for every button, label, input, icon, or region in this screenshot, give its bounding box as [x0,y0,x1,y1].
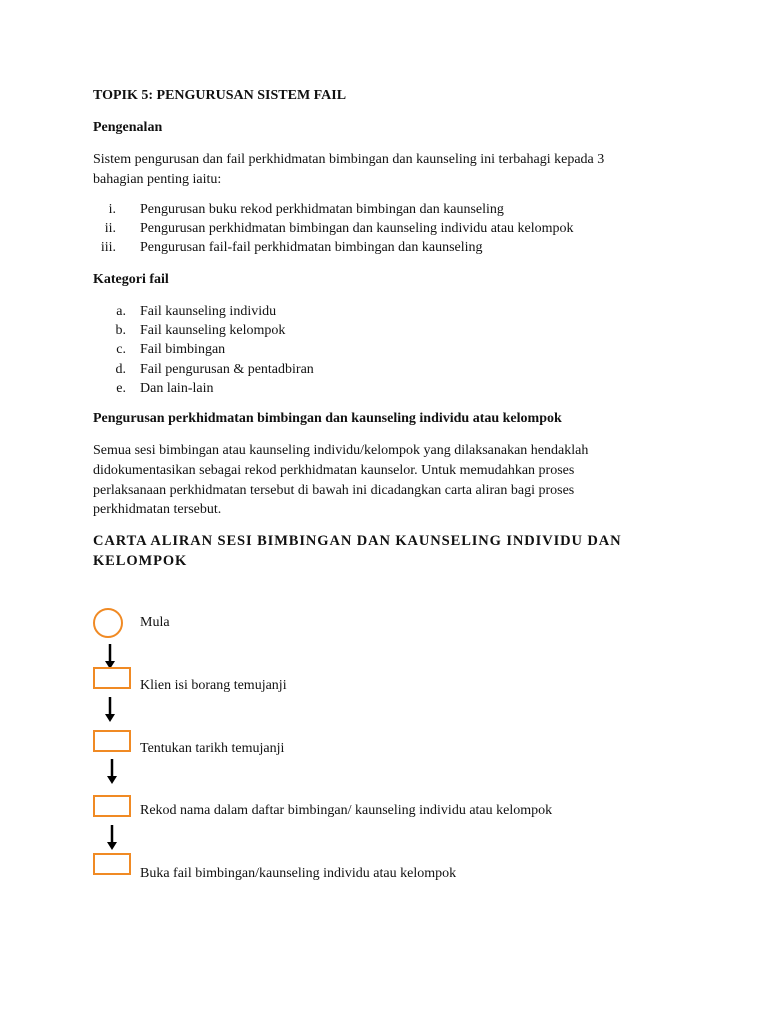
flow-step-label: Rekod nama dalam daftar bimbingan/ kaunseling individu atau kelompok [140,803,553,818]
flow-step-label: Buka fail bimbingan/kaunseling individu atau kelompok [140,866,457,881]
intro-paragraph-line-2: bahagian penting iaitu: [93,172,222,187]
start-circle [93,608,123,638]
list-item-text: Pengurusan perkhidmatan bimbingan dan kaunseling individu atau kelompok [140,221,574,236]
flow-step-label: Klien isi borang temujanji [140,678,287,693]
list-item-text: Fail bimbingan [140,342,226,357]
list-marker: i. [108,202,116,217]
process-box [93,730,131,752]
intro-paragraph-line-1: Sistem pengurusan dan fail perkhidmatan bimbingan dan kaunseling ini terbahagi kepada 3 [93,152,605,167]
list-marker: b. [115,323,126,338]
section-paragraph-line-3: perlaksanaan perkhidmatan tersebut di bawah ini dicadangkan carta aliran bagi proses [93,483,575,498]
flow-step-label: Tentukan tarikh temujanji [140,741,285,756]
flowchart-heading-line-1: CARTA ALIRAN SESI BIMBINGAN DAN KAUNSELING INDIVIDU DAN [93,533,622,549]
list-item-text: Fail kaunseling kelompok [140,323,286,338]
section-heading: Pengurusan perkhidmatan bimbingan dan kaunseling individu atau kelompok [93,411,562,426]
flowchart-heading-line-2: KELOMPOK [93,553,188,569]
intro-heading: Pengenalan [93,120,163,135]
list-marker: a. [116,304,126,319]
kategori-heading: Kategori fail [93,272,169,287]
list-marker: ii. [104,221,116,236]
section-paragraph-line-4: perkhidmatan tersebut. [93,502,222,517]
list-item-text: Pengurusan buku rekod perkhidmatan bimbingan dan kaunseling [140,202,504,217]
list-marker: e. [116,381,126,396]
down-arrow-icon [105,759,119,785]
section-paragraph-line-2: didokumentasikan sebagai rekod perkhidmatan kaunselor. Untuk memudahkan proses [93,463,575,478]
list-item-text: Pengurusan fail-fail perkhidmatan bimbingan dan kaunseling [140,240,483,255]
section-paragraph-line-1: Semua sesi bimbingan atau kaunseling individu/kelompok yang dilaksanakan hendaklah [93,443,589,458]
list-marker: iii. [100,240,116,255]
process-box [93,667,131,689]
list-item-text: Fail pengurusan & pentadbiran [140,362,314,377]
list-item-text: Fail kaunseling individu [140,304,277,319]
down-arrow-icon [105,825,119,851]
flow-step-label: Mula [140,615,170,630]
list-item-text: Dan lain-lain [140,381,214,396]
list-marker: d. [115,362,126,377]
process-box [93,795,131,817]
process-box [93,853,131,875]
down-arrow-icon [103,697,117,723]
page-title: TOPIK 5: PENGURUSAN SISTEM FAIL [93,88,347,103]
list-marker: c. [116,342,126,357]
